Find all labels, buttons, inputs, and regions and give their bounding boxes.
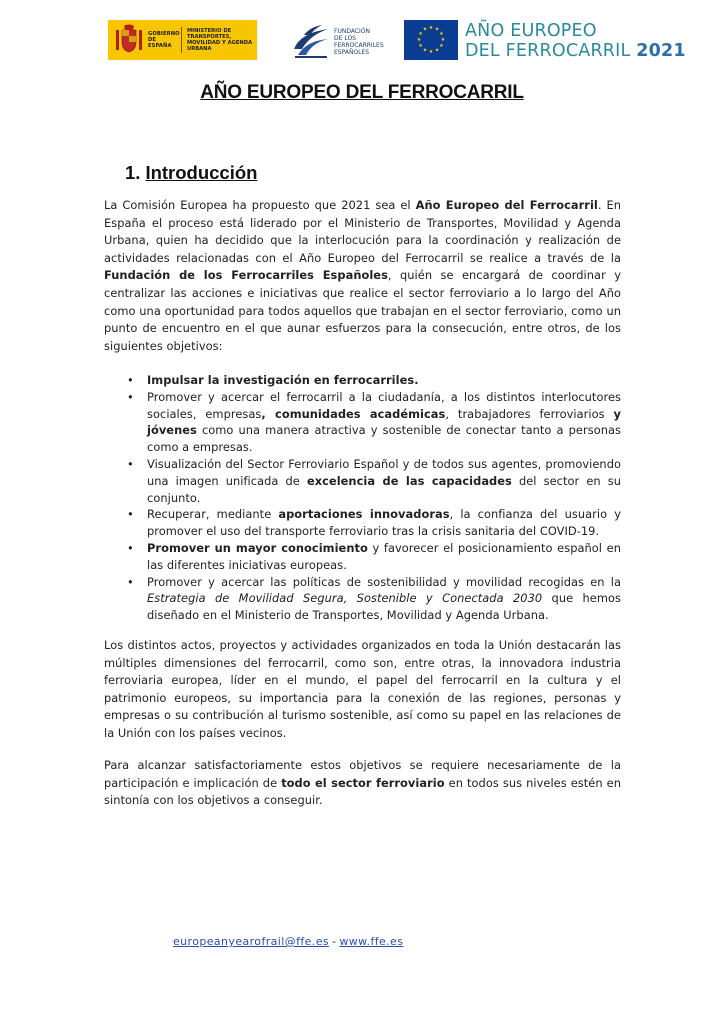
bullet-text: Promover y acercar el ferrocarril a la ciudadanía, a los distintos interlocutores sociales, empresas [147,389,621,421]
list-item [104,389,621,456]
bullet-icon: • [127,540,134,555]
intro-text-3: , quién se encargará de coordinar y centralizar las acciones e iniciativas que realice el sector ferroviario a lo largo del Año como una oportunidad para todos aquellos que trabajan en el sector ferroviario, como un punto de encuentro en el que aunar esfuerzos para la consecución, entre otros, de los siguientes objetivos: [104,268,622,353]
bullet-text: y favorecer el posicionamiento español en las diferentes iniciativas europeas. [147,540,621,572]
bullet-icon: • [127,456,134,471]
gobierno-text: GOBIERNO DE ESPAÑA [148,31,180,49]
year-title-text: DEL FERROCARRIL [465,41,631,61]
svg-text:★: ★ [428,25,434,31]
document-title: AÑO EUROPEO DEL FERROCARRIL [200,82,524,103]
year-title-line2 [465,41,686,61]
svg-text:★: ★ [434,47,440,54]
objectives-list [104,372,621,624]
eu-flag [404,20,458,60]
bullet-text: que hemos diseñado en el Ministerio de Transportes, Movilidad y Agenda Urbana. [147,591,621,623]
bullet-text: , trabajadores ferroviarios [445,406,614,421]
body-paragraph-2: Los distintos actos, proyectos y actividades organizados en toda la Unión destacarán las múltiples dimensiones del ferrocarril, como son, entre otras, la innovadora industria ferroviaria europea, líder en el mundo, el papel del ferrocarril en la cultura y el patrimonio europeos, su importancia para la conexión de las regiones, personas y empresas o su contribución al turismo sostenible, así como su papel en las relaciones de la Unión con los países vecinos. [104,638,621,740]
bullet-bold: excelencia de las capacidades [306,473,512,488]
bullet-text: , la confianza del usuario y promover el uso del transporte ferroviario tras la crisis sanitaria del COVID-19. [147,507,621,539]
ministerio-text: MINISTERIO DE TRANSPORTES, MOVILIDAD Y AGENDA URBANA [187,28,253,52]
footer-separator: - [332,935,337,948]
intro-text-2: . En España el proceso está liderado por el Ministerio de Transportes, Movilidad y Agenda Urbana, quien ha decidido que la interlocución para la coordinación y realización de actividades relacionadas con el Año Europeo del Ferrocarril se realice a través de la [104,198,621,265]
bullet-text: Promover y acercar las políticas de sostenibilidad y movilidad recogidas en la [147,574,621,589]
bullet-icon: • [127,373,134,387]
svg-text:★: ★ [439,31,444,37]
bullet-bold: Promover un mayor conocimiento [147,540,368,555]
svg-text:★: ★ [422,47,428,54]
paragraph3-text-1: Para alcanzar satisfactoriamente estos objetivos se requiere necesariamente de la participación e implicación de [104,758,621,790]
svg-text:★: ★ [418,31,423,37]
coat-of-arms-icon [114,24,144,56]
bullet-icon: • [127,389,134,404]
section-title: Introducción [145,162,258,183]
svg-text:★: ★ [440,37,446,43]
email-link[interactable]: europeanyearofrail@ffe.es [173,935,329,948]
website-link[interactable]: www.ffe.es [339,935,404,948]
gobierno-ministerio-logo [108,20,257,60]
list-item [104,540,621,574]
list-item [104,506,621,540]
bullet-italic: Estrategia de Movilidad Segura, Sostenible y Conectada 2030 [147,591,543,606]
intro-bold-1: Año Europeo del Ferrocarril [415,198,598,212]
svg-text:★: ★ [416,37,422,43]
list-item [104,372,621,389]
bullet-bold: y jóvenes [147,406,621,438]
footer [173,935,403,948]
ffe-logo-text: FUNDACIÓN DE LOS FERROCARRILES ESPAÑOLES [334,28,384,56]
list-item [104,456,621,506]
section-heading [125,162,257,184]
list-item [104,574,621,624]
bullet-bold: aportaciones innovadoras [278,507,450,522]
bullet-text: Visualización del Sector Ferroviario Español y de todos sus agentes, promoviendo una imagen unificada de [147,456,621,488]
svg-text:★: ★ [418,43,423,49]
intro-text-1: La Comisión Europea ha propuesto que 2021 sea el [104,198,416,212]
logo-divider [181,27,182,53]
intro-paragraph [104,197,621,355]
svg-text:★: ★ [422,26,428,33]
paragraph3-bold: todo el sector ferroviario [281,775,445,790]
bullet-text: Recuperar, mediante [147,507,279,522]
eu-flag-icon [404,20,458,60]
svg-text:★: ★ [439,43,444,49]
paragraph3-text-2: en todos sus niveles estén en sintonía con los objetivos a conseguir. [104,775,621,808]
svg-text:★: ★ [434,26,440,33]
bullet-bold: , comunidades académicas [261,406,446,421]
year-number: 2021 [636,41,686,61]
ffe-logo [290,21,384,63]
bullet-text: como una manera atractiva y sostenible de conectar tanto a personas como a empresas. [147,423,621,455]
body-paragraph-3 [104,757,621,810]
section-number: 1. [125,162,141,183]
bullet-icon: • [127,574,134,589]
bullet-text: del sector en su conjunto. [147,473,621,505]
ffe-emblem-icon [290,23,332,61]
svg-text:★: ★ [428,49,434,55]
bullet-bold: Impulsar la investigación en ferrocarriles. [147,373,419,387]
year-title-line1: AÑO EUROPEO [465,21,597,41]
bullet-icon: • [127,507,134,522]
intro-bold-2: Fundación de los Ferrocarriles Españoles [104,268,388,283]
